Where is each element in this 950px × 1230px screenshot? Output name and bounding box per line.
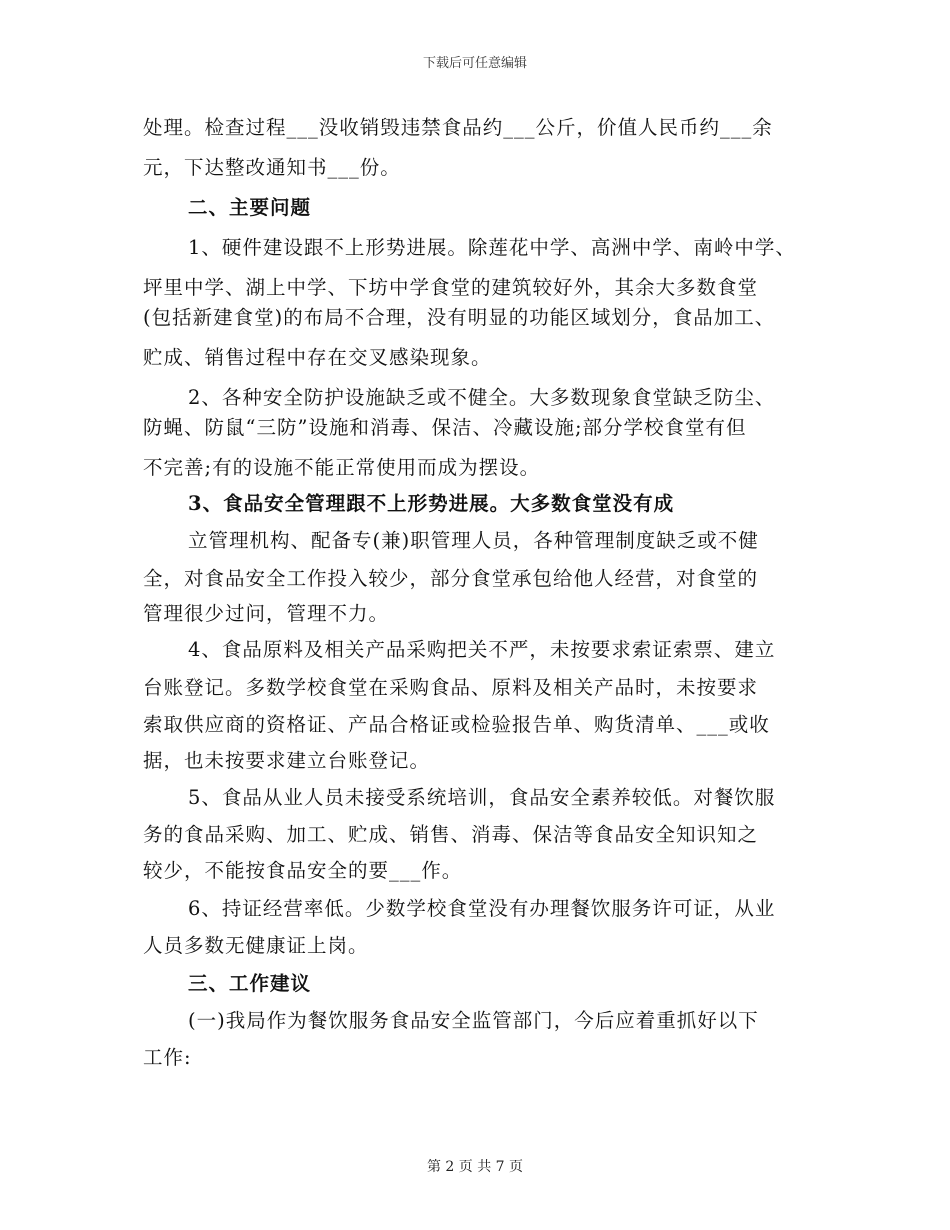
paragraph-line: 6、持证经营率低。少数学校食堂没有办理餐饮服务许可证，从业 xyxy=(188,897,776,920)
paragraph-line: 索取供应商的资格证、产品合格证或检验报告单、购货清单、___或收 xyxy=(143,713,770,736)
paragraph-line: 坪里中学、湖上中学、下坊中学食堂的建筑较好外，其余大多数食堂 xyxy=(143,276,759,299)
paragraph-line: (一)我局作为餐饮服务食品安全监管部门，今后应着重抓好以下 xyxy=(188,1009,759,1032)
paragraph-line: 防蝇、防鼠“三防”设施和消毒、保洁、冷藏设施;部分学校食堂有但 xyxy=(143,416,747,439)
section-heading: 3、食品安全管理跟不上形势进展。大多数食堂没有成 xyxy=(188,492,675,515)
paragraph-line: 管理很少过问，管理不力。 xyxy=(143,602,390,625)
paragraph-line: 台账登记。多数学校食堂在采购食品、原料及相关产品时，未按要求 xyxy=(143,676,759,699)
paragraph-line: 据，也未按要求建立台账登记。 xyxy=(143,749,431,772)
paragraph-line: (包括新建食堂)的布局不合理，没有明显的功能区域划分，食品加工、 xyxy=(143,306,776,329)
paragraph-line: 较少，不能按食品安全的要___作。 xyxy=(143,859,463,882)
page-header: 下载后可任意编辑 xyxy=(422,56,527,71)
paragraph-line: 人员多数无健康证上岗。 xyxy=(143,934,369,957)
paragraph-line: 立管理机构、配备专(兼)职管理人员，各种管理制度缺乏或不健 xyxy=(188,529,759,552)
paragraph-line: 4、食品原料及相关产品采购把关不严，未按要求索证索票、建立 xyxy=(188,638,776,661)
paragraph-line: 工作: xyxy=(143,1046,192,1069)
paragraph-line: 处理。检查过程___没收销毁违禁食品约___公斤，价值人民币约___余 xyxy=(143,116,773,139)
page-footer: 第 2 页 共 7 页 xyxy=(426,1159,524,1175)
paragraph-line: 务的食品采购、加工、贮成、销售、消毒、保洁等食品安全知识知之 xyxy=(143,823,759,846)
paragraph-line: 全，对食品安全工作投入较少，部分食堂承包给他人经营，对食堂的 xyxy=(143,567,759,590)
paragraph-line: 1、硬件建设跟不上形势进展。除莲花中学、高洲中学、南岭中学、 xyxy=(188,236,796,259)
paragraph-line: 不完善;有的设施不能正常使用而成为摆设。 xyxy=(143,456,541,479)
section-heading: 二、主要问题 xyxy=(188,196,312,219)
paragraph-line: 贮成、销售过程中存在交叉感染现象。 xyxy=(143,346,492,369)
paragraph-line: 元，下达整改通知书___份。 xyxy=(143,156,401,179)
paragraph-line: 5、食品从业人员未接受系统培训，食品安全素养较低。对餐饮服 xyxy=(188,786,776,809)
section-heading: 三、工作建议 xyxy=(188,972,312,995)
paragraph-line: 2、各种安全防护设施缺乏或不健全。大多数现象食堂缺乏防尘、 xyxy=(188,386,776,409)
